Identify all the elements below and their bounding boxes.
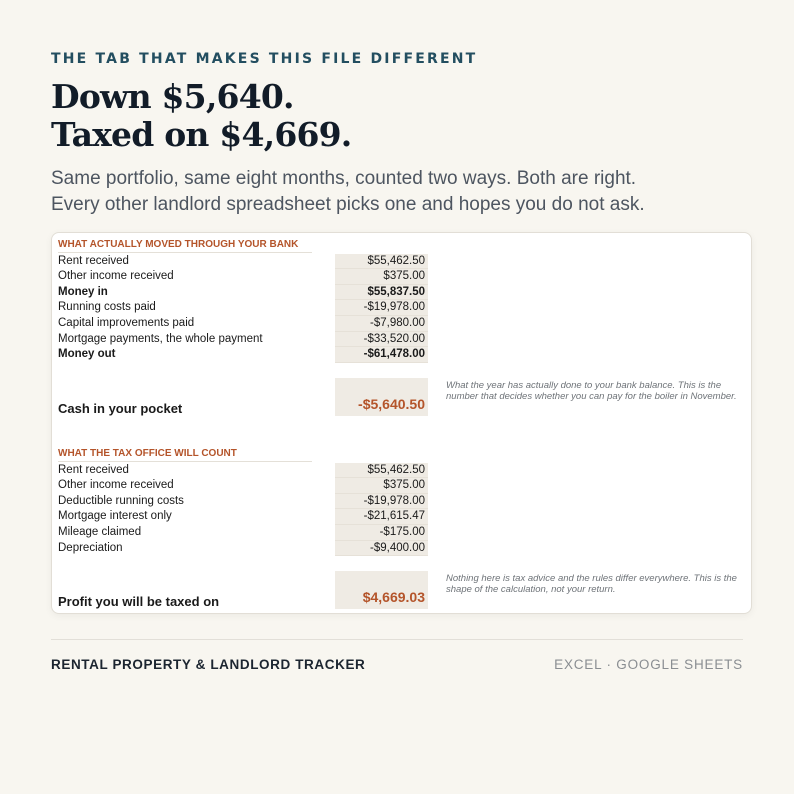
headline-line-2: Taxed on $4,669. bbox=[51, 115, 352, 154]
subhead bbox=[51, 166, 645, 218]
eyebrow: THE TAB THAT MAKES THIS FILE DIFFERENT bbox=[51, 51, 478, 67]
tax-row-mileage bbox=[58, 525, 428, 541]
row-label: Money out bbox=[58, 348, 116, 361]
taxable-profit-row bbox=[58, 571, 428, 609]
row-label: Mortgage payments, the whole payment bbox=[58, 332, 263, 345]
tax-note: Nothing here is tax advice and the rules differ everywhere. This is the shape of the calculation, not your return. bbox=[446, 573, 737, 596]
row-label: Mortgage interest only bbox=[58, 510, 172, 523]
result-label: Cash in your pocket bbox=[58, 401, 183, 416]
row-label: Other income received bbox=[58, 270, 174, 283]
spreadsheet-card bbox=[51, 232, 752, 614]
tax-row-other-income bbox=[58, 478, 428, 494]
bank-row-money-out bbox=[58, 347, 428, 363]
row-value-cell[interactable]: $375.00 bbox=[335, 269, 428, 285]
bank-row-other-income bbox=[58, 269, 428, 285]
row-label: Running costs paid bbox=[58, 301, 156, 314]
result-value-cell[interactable]: $4,669.03 bbox=[335, 571, 428, 609]
tax-row-mortgage-interest bbox=[58, 509, 428, 525]
row-value-cell[interactable]: -$7,980.00 bbox=[335, 316, 428, 332]
row-label: Mileage claimed bbox=[58, 526, 142, 538]
bank-row-mortgage-payments bbox=[58, 332, 428, 348]
result-label: Profit you will be taxed on bbox=[58, 594, 220, 609]
tax-section-title: WHAT THE TAX OFFICE WILL COUNT bbox=[58, 447, 312, 462]
bank-row-running-costs bbox=[58, 300, 428, 316]
subhead-line-1: Same portfolio, same eight months, counted two ways. Both are right. bbox=[51, 168, 637, 189]
row-value-cell[interactable]: -$9,400.00 bbox=[335, 541, 428, 557]
footer-divider bbox=[51, 639, 743, 640]
row-value-cell[interactable]: -$33,520.00 bbox=[335, 332, 428, 348]
tax-row-depreciation bbox=[58, 541, 428, 557]
headline-line-1: Down $5,640. bbox=[51, 77, 294, 116]
bank-section-title: WHAT ACTUALLY MOVED THROUGH YOUR BANK bbox=[58, 238, 312, 253]
platforms-label: EXCEL · GOOGLE SHEETS bbox=[554, 657, 743, 672]
row-label: Money in bbox=[58, 285, 108, 298]
row-value-cell[interactable]: $55,462.50 bbox=[335, 254, 428, 270]
bank-row-rent bbox=[58, 254, 428, 270]
row-value-cell[interactable]: -$61,478.00 bbox=[335, 347, 428, 363]
row-value-cell[interactable]: -$19,978.00 bbox=[335, 300, 428, 316]
subhead-line-2: Every other landlord spreadsheet picks one and hopes you do not ask. bbox=[51, 194, 645, 215]
row-value-cell[interactable]: $55,462.50 bbox=[335, 463, 428, 479]
row-label: Depreciation bbox=[58, 541, 123, 554]
row-value-cell[interactable]: -$21,615.47 bbox=[335, 509, 428, 525]
headline bbox=[51, 78, 352, 154]
tax-row-deductible-costs bbox=[58, 494, 428, 510]
bank-row-capital-improvements bbox=[58, 316, 428, 332]
row-value-cell[interactable]: $55,837.50 bbox=[335, 285, 428, 301]
row-value-cell[interactable]: -$19,978.00 bbox=[335, 494, 428, 510]
tax-row-rent bbox=[58, 463, 428, 479]
row-label: Rent received bbox=[58, 254, 129, 267]
row-value-cell[interactable]: $375.00 bbox=[335, 478, 428, 494]
row-label: Capital improvements paid bbox=[58, 317, 195, 329]
bank-row-money-in bbox=[58, 285, 428, 301]
cash-in-pocket-row bbox=[58, 378, 428, 416]
row-value-cell[interactable]: -$175.00 bbox=[335, 525, 428, 541]
result-value-cell[interactable]: -$5,640.50 bbox=[335, 378, 428, 416]
row-label: Other income received bbox=[58, 479, 174, 492]
bank-note: What the year has actually done to your bank balance. This is the number that decides whether you can pay for the boiler in November. bbox=[446, 380, 737, 403]
product-name: RENTAL PROPERTY & LANDLORD TRACKER bbox=[51, 657, 366, 672]
row-label: Rent received bbox=[58, 463, 129, 476]
row-label: Deductible running costs bbox=[58, 494, 184, 507]
